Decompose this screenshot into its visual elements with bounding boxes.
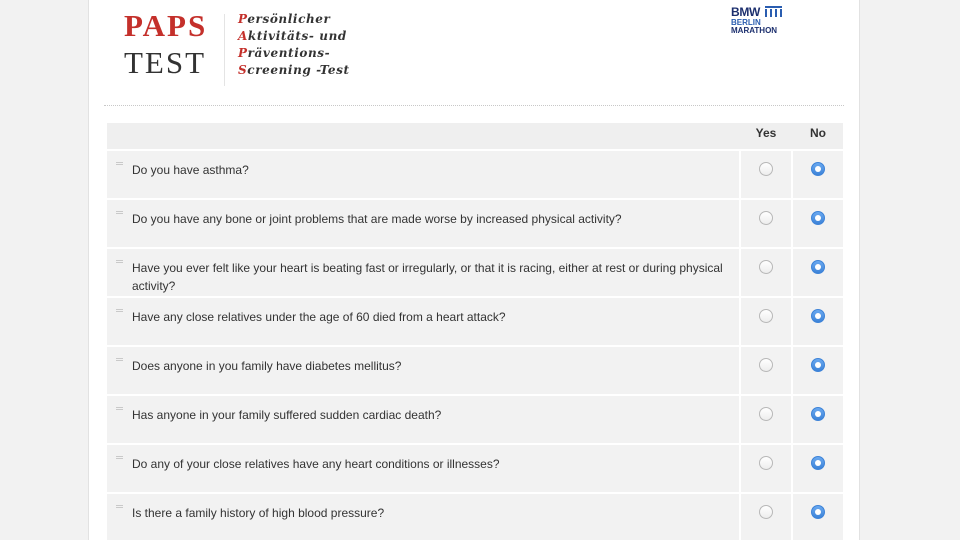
question-text: Has anyone in your family suffered sudden cardiac death? (132, 408, 442, 422)
logo-subtitle-line: Screening -Test (238, 63, 350, 77)
logo-subtitle-line: Präventions- (238, 46, 331, 60)
radio-no[interactable] (811, 162, 825, 176)
yes-option-cell (741, 200, 791, 247)
logo-subtitle-line: Aktivitäts- und (238, 29, 347, 43)
sponsor-logo (731, 6, 787, 36)
question-text: Do you have asthma? (132, 163, 249, 177)
radio-yes[interactable] (759, 456, 773, 470)
question-cell (107, 249, 739, 296)
radio-yes[interactable] (759, 260, 773, 274)
question-cell (107, 298, 739, 345)
table-row (107, 151, 843, 198)
radio-yes[interactable] (759, 162, 773, 176)
drag-handle-icon (116, 407, 123, 412)
drag-handle-icon (116, 309, 123, 314)
column-header-yes: Yes (755, 126, 777, 140)
yes-option-cell (741, 298, 791, 345)
radio-yes[interactable] (759, 407, 773, 421)
radio-no[interactable] (811, 309, 825, 323)
no-option-cell (793, 298, 843, 345)
yes-option-cell (741, 249, 791, 296)
question-cell (107, 396, 739, 443)
radio-no[interactable] (811, 260, 825, 274)
radio-no[interactable] (811, 358, 825, 372)
no-option-cell (793, 396, 843, 443)
drag-handle-icon (116, 162, 123, 167)
question-cell (107, 445, 739, 492)
question-text: Do any of your close relatives have any heart conditions or illnesses? (132, 457, 500, 471)
table-row (107, 298, 843, 345)
question-text: Have any close relatives under the age of 60 died from a heart attack? (132, 310, 506, 324)
radio-yes[interactable] (759, 309, 773, 323)
table-row (107, 249, 843, 296)
questionnaire-table (107, 123, 843, 540)
sponsor-berlin: BERLIN (731, 18, 761, 27)
table-row (107, 494, 843, 540)
radio-no[interactable] (811, 456, 825, 470)
logo-test: TEST (124, 45, 207, 80)
table-row (107, 200, 843, 247)
radio-yes[interactable] (759, 358, 773, 372)
radio-yes[interactable] (759, 211, 773, 225)
question-cell (107, 200, 739, 247)
sponsor-bmw: BMW (731, 5, 761, 19)
drag-handle-icon (116, 211, 123, 216)
question-text: Do you have any bone or joint problems that are made worse by increased physical activity? (132, 212, 622, 226)
yes-option-cell (741, 445, 791, 492)
radio-no[interactable] (811, 505, 825, 519)
no-option-cell (793, 151, 843, 198)
no-option-cell (793, 494, 843, 540)
column-header-no: No (810, 126, 826, 140)
drag-handle-icon (116, 358, 123, 363)
logo-subtitle (238, 11, 350, 79)
question-cell (107, 494, 739, 540)
question-text: Is there a family history of high blood pressure? (132, 506, 385, 520)
radio-no[interactable] (811, 211, 825, 225)
logo-paps: PAPS (124, 8, 208, 43)
yes-option-cell (741, 494, 791, 540)
header-divider (104, 105, 844, 106)
question-cell (107, 151, 739, 198)
no-option-cell (793, 347, 843, 394)
question-text: Have you ever felt like your heart is beating fast or irregularly, or that it is racing, either at rest or during physical activity? (132, 261, 723, 293)
table-header (107, 123, 843, 149)
logo-divider (224, 14, 225, 86)
drag-handle-icon (116, 260, 123, 265)
drag-handle-icon (116, 456, 123, 461)
sponsor-marathon: MARATHON (731, 26, 778, 35)
drag-handle-icon (116, 505, 123, 510)
logo-subtitle-line: Persönlicher (238, 12, 331, 26)
radio-no[interactable] (811, 407, 825, 421)
table-row (107, 347, 843, 394)
radio-yes[interactable] (759, 505, 773, 519)
no-option-cell (793, 445, 843, 492)
table-row (107, 445, 843, 492)
no-option-cell (793, 200, 843, 247)
yes-option-cell (741, 151, 791, 198)
brandenburg-gate-icon (765, 6, 782, 17)
question-cell (107, 347, 739, 394)
no-option-cell (793, 249, 843, 296)
yes-option-cell (741, 347, 791, 394)
table-row (107, 396, 843, 443)
question-text: Does anyone in you family have diabetes mellitus? (132, 359, 402, 373)
yes-option-cell (741, 396, 791, 443)
